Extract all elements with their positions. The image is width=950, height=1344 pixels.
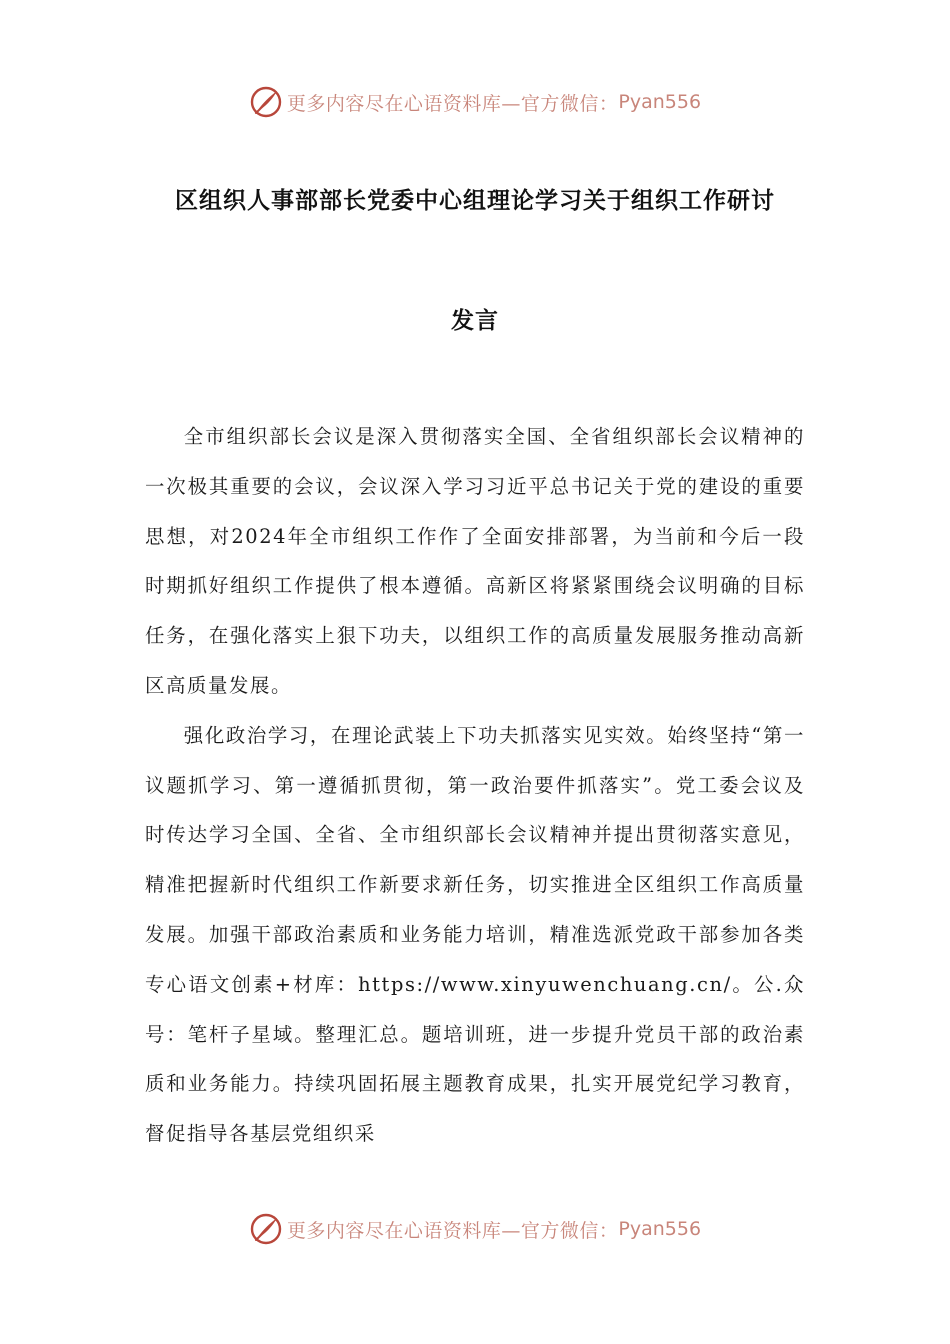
paragraph-1: 全市组织部长会议是深入贯彻落实全国、全省组织部长会议精神的一次极其重要的会议，会议深入学习习近平总书记关于党的建设的重要思想，对2024年全市组织工作作了全面安排部署，为当前和今后一段时期抓好组织工作提供了根本遵循。高新区将紧紧围绕会议明确的目标任务，在强化落实上狠下功夫，以组织工作的高质量发展服务推动高新区高质量发展。: [145, 425, 805, 697]
document-body: [145, 412, 805, 1159]
document-title-line-1: 区组织人事部部长党委中心组理论学习关于组织工作研讨: [175, 188, 775, 214]
watermark-text: 更多内容尽在心语资料库—官方微信：: [286, 92, 619, 115]
quill-logo-icon: [249, 85, 283, 119]
watermark-text: 更多内容尽在心语资料库—官方微信：: [286, 1219, 619, 1242]
watermark-wechat-id: Pyan556: [618, 1218, 702, 1240]
paragraph-2: 强化政治学习，在理论武装上下功夫抓落实见实效。始终坚持“第一议题抓学习、第一遵循抓贯彻，第一政治要件抓落实”。党工委会议及时传达学习全国、全省、全市组织部长会议精神并提出贯彻落实意见，精准把握新时代组织工作新要求新任务，切实推进全区组织工作高质量发展。加强干部政治素质和业务能力培训，精准选派党政干部参加各类专心语文创素+材库：https://www.xinyuwenchuang.cn/。公.众号：笔杆子星域。整理汇总。题培训班，进一步提升党员干部的政治素质和业务能力。持续巩固拓展主题教育成果，扎实开展党纪学习教育，督促指导各基层党组织采: [145, 723, 805, 1146]
header-watermark: [0, 82, 950, 122]
footer-watermark: [0, 1209, 950, 1249]
quill-logo-icon: [249, 1212, 283, 1246]
document-title-line-2: 发言: [451, 308, 499, 334]
watermark-wechat-id: Pyan556: [618, 91, 702, 113]
